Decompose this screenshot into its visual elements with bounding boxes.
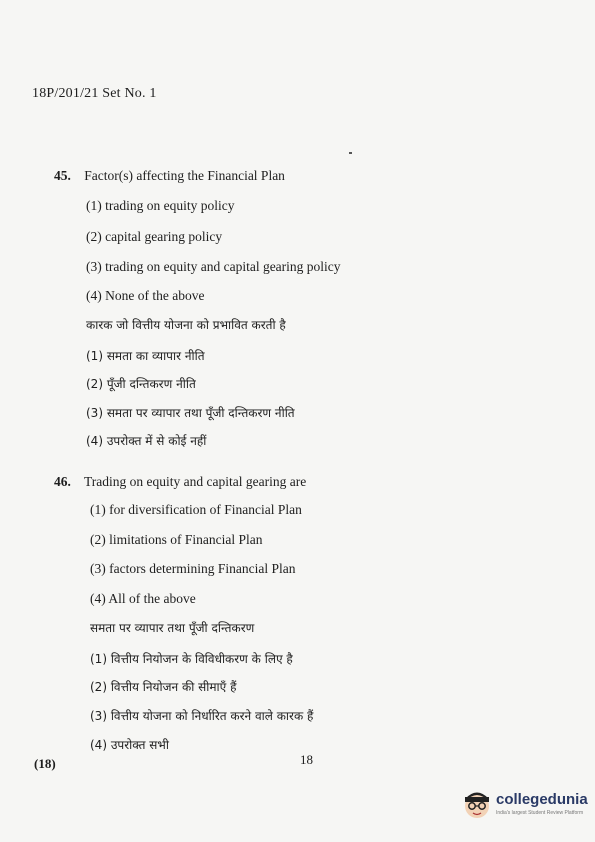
question-45 <box>54 168 285 184</box>
question-46 <box>54 474 306 490</box>
option-hi: (2) पूँजी दन्तिकरण नीति <box>86 377 196 391</box>
brand-name: collegedunia <box>496 791 588 808</box>
student-face-icon <box>462 790 492 820</box>
option-hi: (3) वित्तीय योजना को निर्धारित करने वाले कारक हैं <box>90 709 314 723</box>
option-hi: (1) वित्तीय नियोजन के विविधीकरण के लिए है <box>90 652 293 666</box>
question-text-hindi: समता पर व्यापार तथा पूँजी दन्तिकरण <box>90 621 255 635</box>
brand-tagline: India's largest Student Review Platform <box>496 810 584 816</box>
watermark-logo <box>462 788 588 824</box>
option-hi: (3) समता पर व्यापार तथा पूँजी दन्तिकरण नीति <box>86 406 295 420</box>
question-text-hindi: कारक जो वित्तीय योजना को प्रभावित करती है <box>86 318 286 332</box>
paper-code: 18P/201/21 Set No. 1 <box>32 86 157 101</box>
scan-mark <box>349 152 352 154</box>
option-en: (2) limitations of Financial Plan <box>90 532 263 547</box>
page-number: 18 <box>300 752 313 767</box>
option-en: (4) All of the above <box>90 591 196 606</box>
option-hi: (1) समता का व्यापार नीति <box>86 349 205 363</box>
option-en: (1) trading on equity policy <box>86 198 235 213</box>
option-hi: (4) उपरोक्त में से कोई नहीं <box>86 434 207 448</box>
question-text: Factor(s) affecting the Financial Plan <box>84 168 285 183</box>
option-hi: (4) उपरोक्त सभी <box>90 738 169 752</box>
option-hi: (2) वित्तीय नियोजन की सीमाएँ हैं <box>90 680 237 694</box>
question-number: 45. <box>54 168 71 183</box>
question-text: Trading on equity and capital gearing are <box>84 474 307 489</box>
question-number: 46. <box>54 474 71 489</box>
option-en: (1) for diversification of Financial Plan <box>90 502 302 517</box>
option-en: (3) trading on equity and capital gearing policy <box>86 259 341 274</box>
option-en: (4) None of the above <box>86 288 205 303</box>
marks-label: (18) <box>34 756 56 771</box>
option-en: (2) capital gearing policy <box>86 229 223 244</box>
option-en: (3) factors determining Financial Plan <box>90 561 296 576</box>
